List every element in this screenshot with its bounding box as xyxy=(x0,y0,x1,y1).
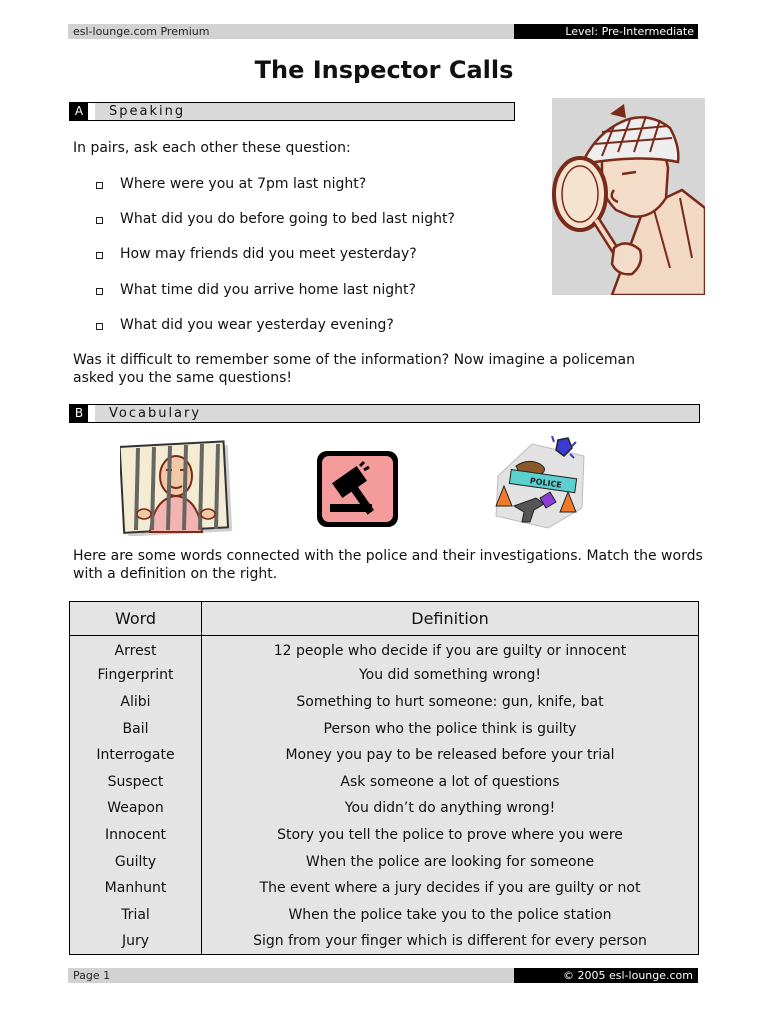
police-tape-text: POLICE xyxy=(529,476,563,490)
crime-scene-picture xyxy=(492,436,589,531)
definition-cell: When the police take you to the police station xyxy=(202,901,699,928)
checkbox-bullet-icon xyxy=(96,288,103,295)
word-cell: Arrest xyxy=(70,636,202,663)
prisoner-picture xyxy=(120,440,233,536)
crime-scene-icon xyxy=(492,436,589,531)
brand-label: esl-lounge.com Premium xyxy=(73,25,210,38)
definition-cell: When the police are looking for someone xyxy=(202,848,699,875)
table-row xyxy=(70,742,699,769)
table-row xyxy=(70,795,699,822)
question-text: What time did you arrive home last night? xyxy=(120,282,416,298)
definition-cell: Ask someone a lot of questions xyxy=(202,768,699,795)
word-column-header: Word xyxy=(70,602,202,636)
checkbox-bullet-icon xyxy=(96,323,103,330)
checkbox-bullet-icon xyxy=(96,182,103,189)
word-cell: Innocent xyxy=(70,822,202,849)
word-cell: Guilty xyxy=(70,848,202,875)
question-text: What did you do before going to bed last night? xyxy=(120,211,455,227)
detective-picture xyxy=(552,98,705,295)
section-b-letter: B xyxy=(70,405,88,422)
page-number: Page 1 xyxy=(73,969,111,982)
definition-cell: Person who the police think is guilty xyxy=(202,715,699,742)
table-row xyxy=(70,662,699,689)
definition-cell: Story you tell the police to prove where you were xyxy=(202,822,699,849)
gavel-picture xyxy=(316,450,399,528)
vocabulary-intro: Here are some words connected with the police and their investigations. Match the words with a definition on the right. xyxy=(73,548,703,582)
definition-column-header: Definition xyxy=(202,602,699,636)
speaking-intro: In pairs, ask each other these question: xyxy=(73,140,351,156)
copyright-label: © 2005 esl-lounge.com xyxy=(514,968,698,983)
table-row xyxy=(70,768,699,795)
question-text: How may friends did you meet yesterday? xyxy=(120,246,417,262)
definition-cell: 12 people who decide if you are guilty or innocent xyxy=(202,636,699,663)
table-row xyxy=(70,901,699,928)
table-row xyxy=(70,689,699,716)
word-cell: Weapon xyxy=(70,795,202,822)
definition-cell: Something to hurt someone: gun, knife, bat xyxy=(202,689,699,716)
definition-cell: Sign from your finger which is different for every person xyxy=(202,928,699,955)
level-label: Level: Pre-Intermediate xyxy=(514,24,698,39)
word-cell: Trial xyxy=(70,901,202,928)
speaking-follow-up: Was it difficult to remember some of the information? Now imagine a policeman asked you the same questions! xyxy=(73,352,636,386)
table-row xyxy=(70,875,699,902)
gavel-icon xyxy=(316,450,399,528)
question-text: What did you wear yesterday evening? xyxy=(120,317,394,333)
section-a-label: Speaking xyxy=(95,103,514,120)
word-cell: Suspect xyxy=(70,768,202,795)
section-a-letter: A xyxy=(70,103,88,120)
question-text: Where were you at 7pm last night? xyxy=(120,176,367,192)
word-cell: Interrogate xyxy=(70,742,202,769)
table-row xyxy=(70,928,699,955)
page-title: The Inspector Calls xyxy=(254,56,514,84)
definition-cell: The event where a jury decides if you are guilty or not xyxy=(202,875,699,902)
word-cell: Jury xyxy=(70,928,202,955)
word-cell: Bail xyxy=(70,715,202,742)
table-row xyxy=(70,822,699,849)
section-b-header xyxy=(69,404,700,423)
section-a-header xyxy=(69,102,515,121)
word-cell: Fingerprint xyxy=(70,662,202,689)
detective-clipart-icon xyxy=(552,98,705,295)
definition-cell: You didn’t do anything wrong! xyxy=(202,795,699,822)
header-bar xyxy=(68,24,698,39)
vocabulary-table-body xyxy=(70,636,699,955)
checkbox-bullet-icon xyxy=(96,217,103,224)
definition-cell: Money you pay to be released before your trial xyxy=(202,742,699,769)
vocabulary-table xyxy=(69,601,699,955)
table-row xyxy=(70,848,699,875)
checkbox-bullet-icon xyxy=(96,252,103,259)
prisoner-clipart-icon xyxy=(120,440,233,536)
word-cell: Alibi xyxy=(70,689,202,716)
footer-bar xyxy=(68,968,698,983)
word-cell: Manhunt xyxy=(70,875,202,902)
definition-cell: You did something wrong! xyxy=(202,662,699,689)
table-row xyxy=(70,715,699,742)
table-row xyxy=(70,636,699,663)
table-header-row xyxy=(70,602,699,636)
section-b-label: Vocabulary xyxy=(95,405,699,422)
